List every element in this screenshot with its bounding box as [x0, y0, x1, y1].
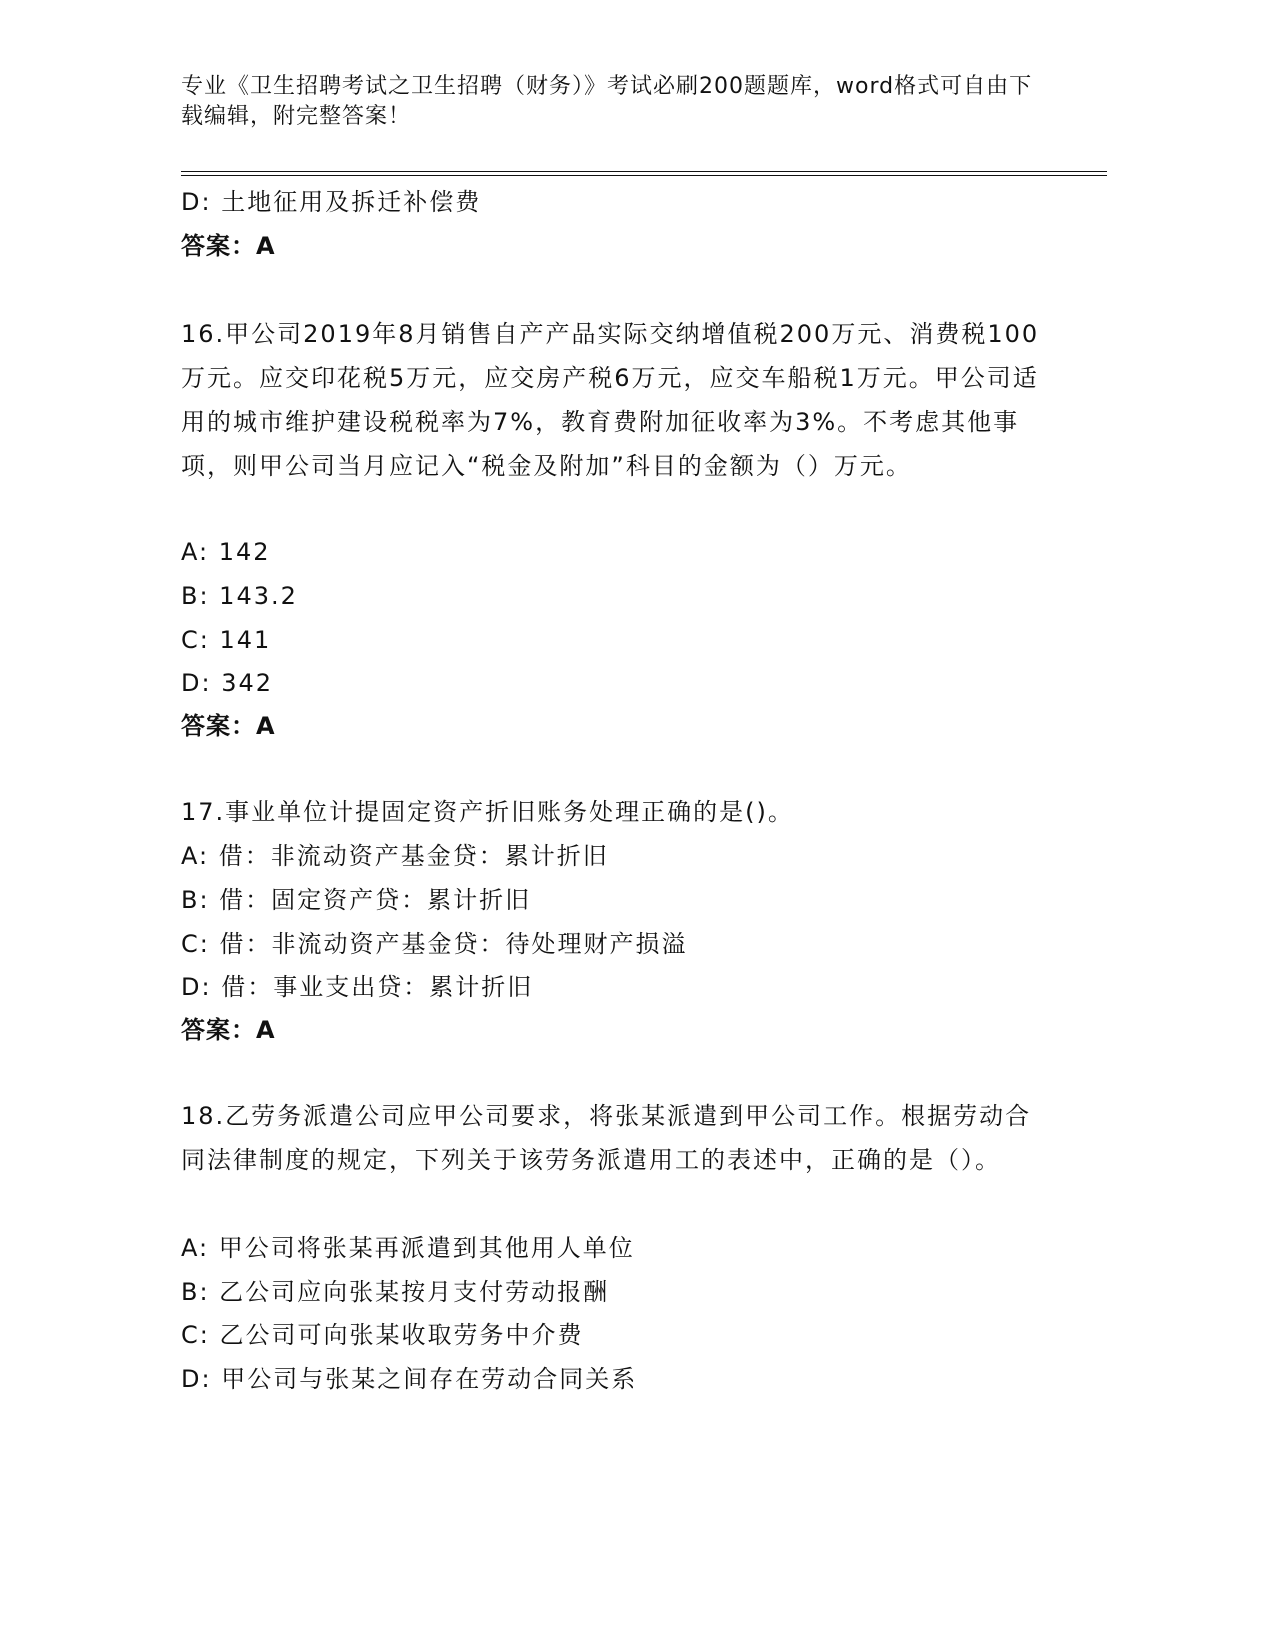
q17-option-c: C: 借：非流动资产基金贷：待处理财产损溢 [181, 930, 688, 958]
q18-option-b: B: 乙公司应向张某按月支付劳动报酬 [181, 1278, 610, 1306]
q17-option-d: D: 借：事业支出贷：累计折旧 [181, 973, 534, 1001]
q16-option-c: C: 141 [181, 626, 272, 654]
q18-option-c: C: 乙公司可向张某收取劳务中介费 [181, 1321, 584, 1349]
q17-option-a: A: 借：非流动资产基金贷：累计折旧 [181, 842, 609, 870]
q18-stem: 18.乙劳务派遣公司应甲公司要求，将张某派遣到甲公司工作。根据劳动合同法律制度的规定，下列关于该劳务派遣用工的表述中，正确的是（）。 [181, 1102, 1032, 1174]
q15-answer: 答案：A [181, 232, 276, 260]
q16-answer: 答案：A [181, 712, 276, 740]
q16-stem: 16.甲公司2019年8月销售自产产品实际交纳增值税200万元、消费税100万元。应交印花税5万元，应交房产税6万元，应交车船税1万元。甲公司适用的城市维护建设税税率为7%，教育费附加征收率为3%。不考虑其他事项，则甲公司当月应记入“税金及附加”科目的金额为（）万元。 [181, 320, 1040, 480]
q16-option-a: A: 142 [181, 538, 271, 566]
q17-option-b: B: 借：固定资产贷：累计折旧 [181, 886, 532, 914]
q16-option-d: D: 342 [181, 669, 274, 697]
q15-option-d: D: 土地征用及拆迁补偿费 [181, 188, 482, 216]
q17-stem: 17.事业单位计提固定资产折旧账务处理正确的是()。 [181, 798, 794, 826]
q18-option-d: D: 甲公司与张某之间存在劳动合同关系 [181, 1365, 638, 1393]
q17-answer: 答案：A [181, 1016, 276, 1044]
q16-option-b: B: 143.2 [181, 582, 298, 610]
header-rule-bottom [181, 175, 1107, 176]
header-rule-top [181, 171, 1107, 172]
document-header: 专业《卫生招聘考试之卫生招聘（财务）》考试必刷200题题库，word格式可自由下载编辑，附完整答案！ [181, 74, 1033, 129]
q18-option-a: A: 甲公司将张某再派遣到其他用人单位 [181, 1234, 635, 1262]
